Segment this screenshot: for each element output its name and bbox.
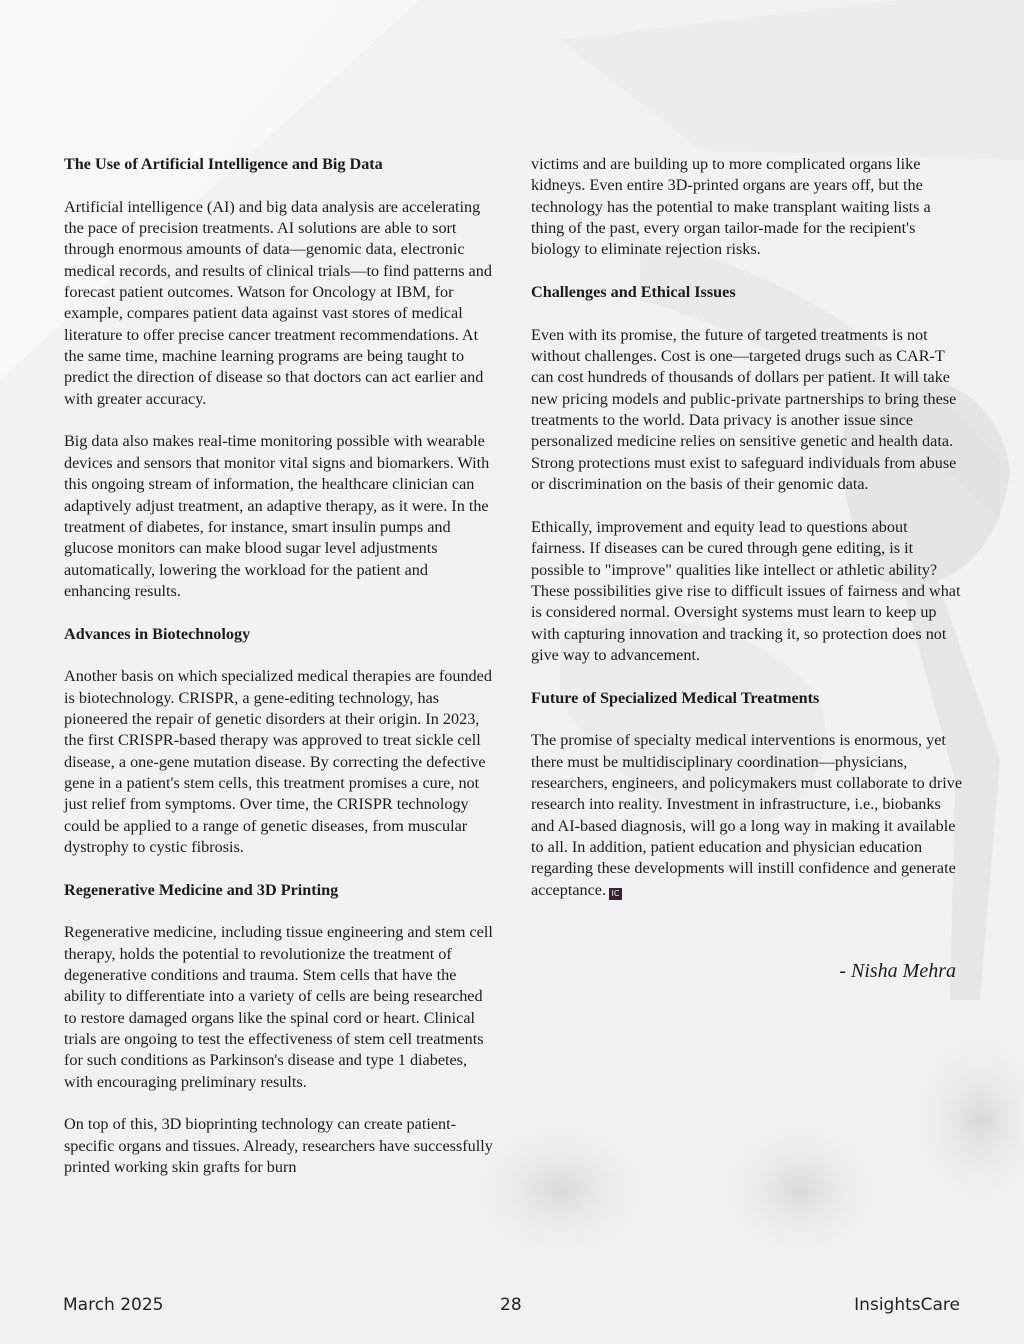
section-heading-text: Future of Specialized Medical Treatments [531,688,820,707]
body-paragraph [64,431,494,602]
body-paragraph [531,154,963,261]
section-heading [64,880,494,901]
body-paragraph [531,730,963,901]
footer-brand: InsightsCare [854,1295,960,1315]
paragraph-text: Big data also makes real-time monitoring possible with wearable devices and sensors that monitor vital signs and biomarkers. With this ongoing stream of information, the healthcare clinician can adaptively adjust treatment, an adaptive therapy, as it were. In the treatment of diabetes, for instance, smart insulin pumps and glucose monitors can make blood sugar level adjustments automatically, lowering the workload for the patient and enhancing results. [64,432,490,600]
body-paragraph [531,325,963,496]
paragraph-text: Ethically, improvement and equity lead to questions about fairness. If diseases can be cured through gene editing, is it possible to "improve" qualities like intellect or athletic ability? These possibilities give rise to difficult issues of fairness and what is considered normal. Oversight systems must learn to keep up with capturing innovation and tracking it, so protection does not give way to advancement. [531,517,961,664]
section-heading [531,688,963,709]
section-heading [64,624,494,645]
section-heading [531,282,963,303]
paragraph-text: On top of this, 3D bioprinting technology can create patient-specific organs and tissues. Already, researchers have successfully printed working skin grafts for burn [64,1115,493,1177]
end-of-article-icon: IC [609,888,622,900]
body-paragraph [64,666,494,858]
paragraph-text: Another basis on which specialized medical therapies are founded is biotechnology. CRISPR, a gene-editing technology, has pioneered the repair of genetic disorders at their origin. In 2023, the first CRISPR-based therapy was approved to treat sickle cell disease, a one-gene mutation disease. By correcting the defective gene in a patient's stem cells, this treatment promises a cure, not just relief from symptoms. Over time, the CRISPR technology could be applied to a range of genetic diseases, from muscular dystrophy to cystic fibrosis. [64,667,492,856]
paragraph-text: Even with its promise, the future of targeted treatments is not without challenges. Cost is one—targeted drugs such as CAR-T can cost hundreds of thousands of dollars per patient. It will take new pricing models and public-private partnerships to bring these treatments to the world. Data privacy is another issue since personalized medicine relies on sensitive genetic and health data. Strong protections must exist to safeguard individuals from abuse or discrimination on the basis of their genomic data. [531,325,957,494]
body-paragraph [64,1114,494,1178]
body-paragraph [64,197,494,410]
section-heading-text: Advances in Biotechnology [64,624,251,643]
paragraph-text: Regenerative medicine, including tissue engineering and stem cell therapy, holds the potential to revolutionize the treatment of degenerative conditions and trauma. Stem cells that have the ability to differentiate into a variety of cells are being researched to restore damaged organs like the spinal cord or heart. Clinical trials are ongoing to test the effectiveness of stem cell treatments for such conditions as Parkinson's disease and type 1 diabetes, with encouraging preliminary results. [64,923,493,1091]
article-left-column [64,154,494,1179]
paragraph-text: victims and are building up to more complicated organs like kidneys. Even entire 3D-printed organs are years off, but the technology has the potential to make transplant waiting lists a thing of the past, every organ tailor-made for the recipient's biology to eliminate rejection risks. [531,155,931,259]
paragraph-text: The promise of specialty medical interventions is enormous, yet there must be multidisciplinary coordination—physicians, researchers, engineers, and policymakers must collaborate to drive research into reality. Investment in infrastructure, i.e., biobanks and AI-based diagnosis, will go a long way in making it available to all. In addition, patient education and physician education regarding these developments will instill confidence and generate acceptance. [531,731,963,899]
body-paragraph [531,517,963,666]
article-right-column [531,154,963,901]
section-heading-text: The Use of Artificial Intelligence and Big Data [64,155,383,173]
section-heading-text: Challenges and Ethical Issues [531,283,736,302]
body-paragraph [64,922,494,1093]
author-byline: - Nisha Mehra [839,960,956,982]
page-number: 28 [500,1295,522,1315]
section-heading [64,154,494,175]
paragraph-text: Artificial intelligence (AI) and big data analysis are accelerating the pace of precision treatments. AI solutions are able to sort through enormous amounts of data—genomic data, electronic medical records, and results of clinical trials—to find patterns and forecast patient outcomes. Watson for Oncology at IBM, for example, compares patient data against vast stores of medical literature to offer precise cancer treatment recommendations. At the same time, machine learning programs are being taught to predict the direction of disease so that doctors can act earlier and with greater accuracy. [64,197,492,408]
footer-date: March 2025 [63,1295,164,1315]
section-heading-text: Regenerative Medicine and 3D Printing [64,880,339,899]
